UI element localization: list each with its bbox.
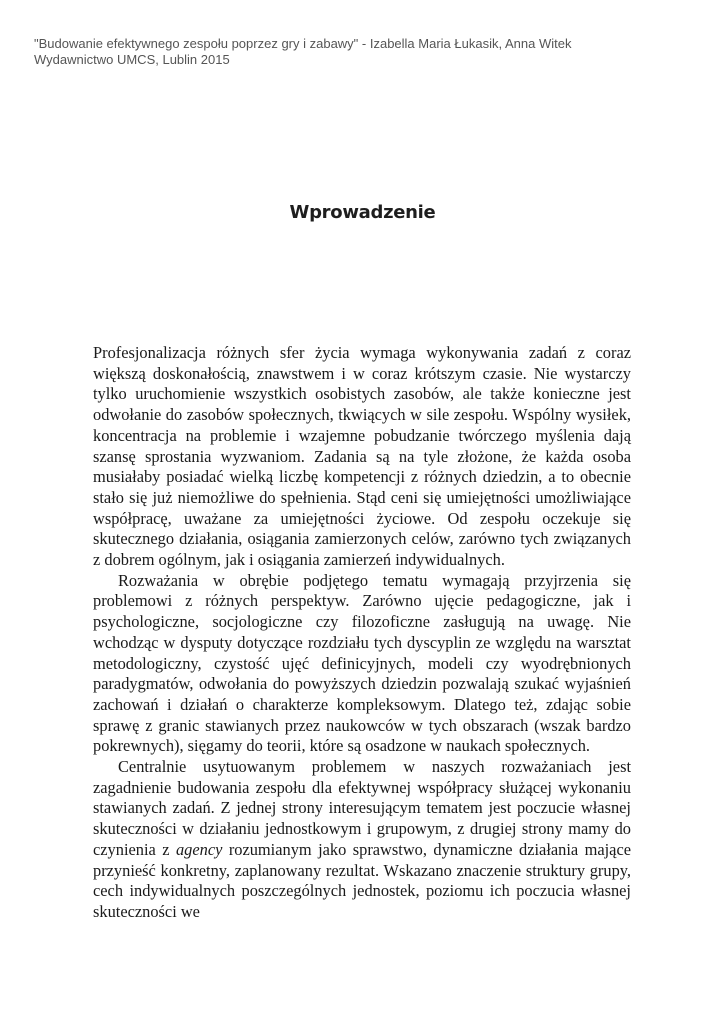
paragraph-3-italic-term: agency bbox=[175, 839, 223, 859]
paragraph-3-text-start: Centralnie usytuowanym problemem w naszych rozważaniach jest zagadnienie budowania zespołu dla efektywnej współpracy służącej wykonaniu stawianych zadań. Z jednej strony interesującym tematem jest poczucie własnej skuteczności w działaniu jednostkowym i grupowym, z drugiej strony mamy do czynienia z bbox=[93, 757, 631, 859]
citation-line-title-authors: "Budowanie efektywnego zespołu poprzez gry i zabawy" - Izabella Maria Łukasik, Anna Witek bbox=[34, 36, 572, 51]
paragraph-1: Profesjonalizacja różnych sfer życia wymaga wykonywania zadań z coraz większą doskonałością, znawstwem i w coraz krótszym czasie. Nie wystarczy tylko uruchomienie wszystkich osobistych zasobów, ale także konieczne jest odwołanie do zasobów społecznych, tkwiących w sile zespołu. Wspólny wysiłek, koncentracja na problemie i wzajemne pobudzanie twórczego myślenia dają szansę sprostania wyzwaniom. Zadania są na tyle złożone, że każda osoba musiałaby posiadać wielką liczbę kompetencji z różnych dziedzin, a to obecnie stało się już niemożliwe do spełnienia. Stąd ceni się umiejętności umożliwiające współpracę, uważane za umiejętności życiowe. Od zespołu oczekuje się skutecznego działania, osiągania zamierzonych celów, zarówno tych związanych z dobrem ogólnym, jak i osiągania zamierzeń indywidualnych. bbox=[93, 343, 631, 570]
chapter-title: Wprowadzenie bbox=[289, 202, 436, 223]
paragraph-3-text-end: rozumianym jako sprawstwo, dynamiczne działania mające przynieść konkretny, zaplanowany rezultat. Wskazano znaczenie struktury grupy, cech indywidualnych poszczególnych jednostek, poziomu ich poczucia własnej skuteczności we bbox=[93, 839, 632, 921]
paragraph-2: Rozważania w obrębie podjętego tematu wymagają przyjrzenia się problemowi z różnych perspektyw. Zarówno ujęcie pedagogiczne, jak i psychologiczne, socjologiczne czy filozoficzne zasługują na uwagę. Nie wchodząc w dysputy dotyczące rozdziału tych dyscyplin ze względu na warsztat metodologiczny, czystość ujęć definicyjnych, modeli czy wyodrębnionych paradygmatów, odwołania do powyższych dziedzin pozwalają szukać wyjaśnień zachowań i działań o charakterze kompleksowym. Dlatego też, zdając sobie sprawę z granic stawianych przez naukowców w tych obszarach (wszak bardzo pokrewnych), sięgamy do teorii, które są osadzone w naukach społecznych. bbox=[93, 570, 631, 756]
citation-line-publisher: Wydawnictwo UMCS, Lublin 2015 bbox=[34, 52, 230, 67]
citation-header bbox=[34, 36, 571, 68]
body-text bbox=[93, 343, 631, 923]
paragraph-3 bbox=[93, 757, 631, 923]
